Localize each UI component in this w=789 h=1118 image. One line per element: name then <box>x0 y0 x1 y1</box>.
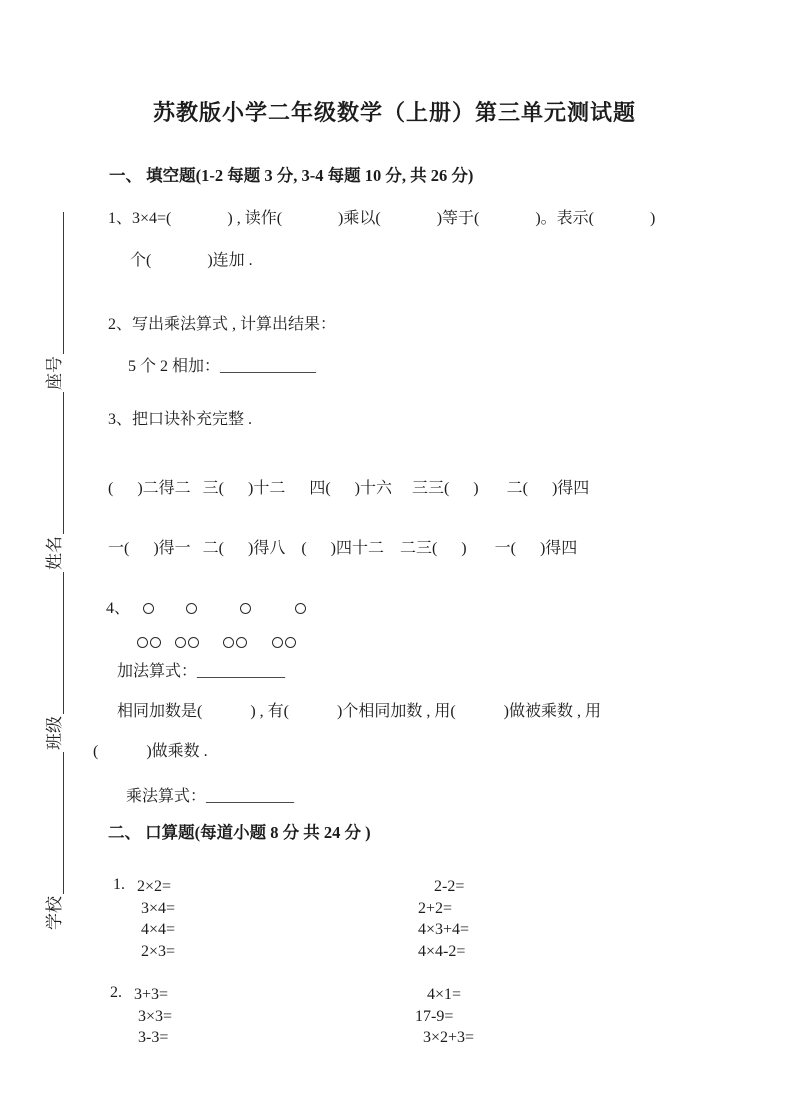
oral-question-2 <box>110 984 474 1049</box>
q1-line1: 1、3×4=( ) , 读作( )乘以( )等于( )。表示( ) <box>108 210 656 227</box>
math-expression: 3×2+3= <box>415 1029 475 1046</box>
circle-icon <box>175 637 186 648</box>
circle-icon <box>223 637 234 648</box>
oral-q2-left-column <box>134 984 415 1049</box>
page-title: 苏教版小学二年级数学（上册）第三单元测试题 <box>152 100 636 125</box>
math-expression: 3×3= <box>134 1007 173 1025</box>
q4-text1: 相同加数是( ) , 有( )个相同加数 , 用( )做被乘数 , 用 <box>117 703 601 720</box>
q4-number: 4、 <box>106 600 131 617</box>
sidebar-label-seat: 座号 <box>44 356 64 390</box>
circle-icon <box>137 637 148 648</box>
question-number: 2. <box>110 984 122 1001</box>
q4-mult-blank: 乘法算式：___________ <box>126 788 295 805</box>
math-expression: 3×4= <box>137 899 176 917</box>
q4-addition-blank: 加法算式：___________ <box>117 663 286 680</box>
math-expression: 4×4-2= <box>418 942 466 960</box>
circle-icon <box>285 637 296 648</box>
q1-line2: 个( )连加 . <box>130 252 253 269</box>
math-expression: 2+2= <box>418 899 453 917</box>
math-expression: 4×4= <box>137 921 176 938</box>
class-blank-line <box>59 572 64 714</box>
q2-answer-blank: 5 个 2 相加：____________ <box>128 358 317 375</box>
circle-icon <box>188 637 199 648</box>
circle-icon <box>143 603 154 614</box>
sidebar-label-class: 班级 <box>44 716 64 750</box>
rhyme-row-2: 一( )得一 二( )得八 ( )四十二 二三( ) 一( )得四 <box>108 540 578 557</box>
oral-q1-left-column <box>137 876 418 962</box>
sidebar-label-name: 姓名 <box>44 536 64 570</box>
sidebar-label-school: 学校 <box>44 896 64 930</box>
math-expression: 17-9= <box>415 1007 454 1025</box>
circle-group-4 <box>272 603 294 649</box>
circle-icon <box>236 637 247 648</box>
oral-q1-right-column <box>418 876 469 962</box>
seat-blank-line <box>59 212 64 354</box>
q4-text2: ( )做乘数 . <box>93 743 208 760</box>
math-expression: 2-2= <box>418 878 465 895</box>
math-expression: 2×3= <box>137 942 176 960</box>
circle-group-3 <box>223 603 245 649</box>
math-expression: 4×3+4= <box>418 921 470 938</box>
q2-line1: 2、写出乘法算式 , 计算出结果： <box>108 316 337 333</box>
oral-question-1 <box>113 876 469 962</box>
circle-icon <box>240 603 251 614</box>
circle-group-2 <box>175 603 197 649</box>
name-blank-line <box>59 392 64 534</box>
math-expression: 4×1= <box>415 986 462 1003</box>
q3-line: 3、把口诀补充完整 . <box>108 411 253 428</box>
question-number: 1. <box>113 876 125 893</box>
math-expression: 2×2= <box>137 878 172 895</box>
math-expression: 3+3= <box>134 986 169 1003</box>
circle-icon <box>272 637 283 648</box>
school-blank-line <box>59 752 64 894</box>
rhyme-row-1: ( )二得二 三( )十二 四( )十六 三三( ) 二( )得四 <box>108 480 590 497</box>
math-expression: 3-3= <box>134 1029 169 1046</box>
circle-icon <box>150 637 161 648</box>
binding-sidebar <box>36 210 68 930</box>
oral-q2-right-column <box>415 984 474 1049</box>
circle-icon <box>186 603 197 614</box>
circle-icon <box>295 603 306 614</box>
section1-heading: 一、 填空题(1-2 每题 3 分, 3-4 每题 10 分, 共 26 分) <box>109 166 474 185</box>
section2-heading: 二、 口算题(每道小题 8 分 共 24 分 ) <box>108 823 371 842</box>
circle-group-1 <box>137 603 159 649</box>
